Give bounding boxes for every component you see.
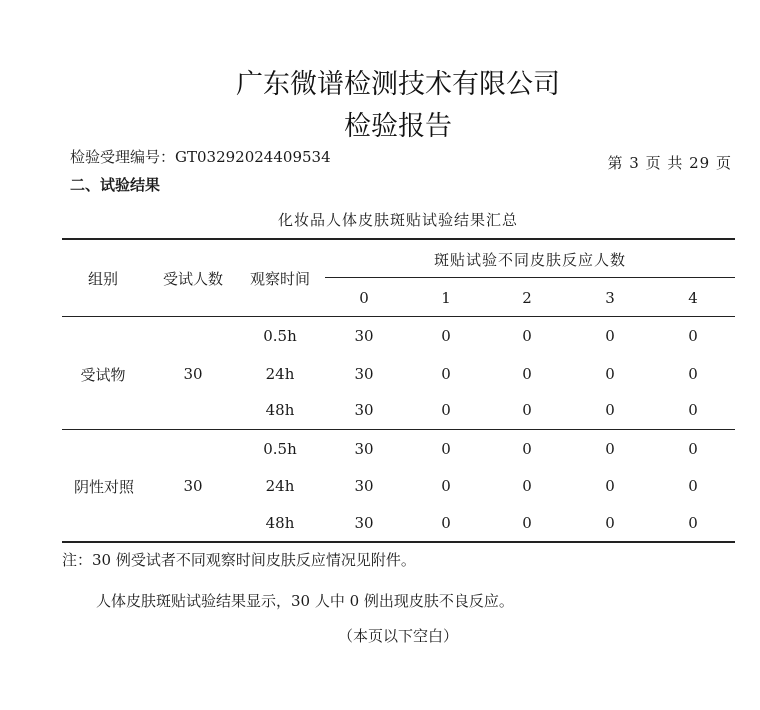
acceptance-number-row [70, 146, 331, 167]
header-bottom-rule [62, 316, 735, 317]
table-cell: 0 [522, 401, 532, 419]
observation-time: 24h [265, 477, 295, 495]
table-cell: 0 [605, 477, 615, 495]
table-cell: 30 [354, 440, 374, 458]
group-name: 阴性对照 [73, 478, 134, 496]
table-cell: 30 [354, 401, 374, 419]
header-reaction: 斑贴试验不同皮肤反应人数 [433, 251, 626, 269]
table-cell: 0 [522, 440, 532, 458]
blank-page-note: （本页以下空白） [337, 627, 458, 645]
table-cell: 30 [354, 477, 374, 495]
header-subjects: 受试人数 [162, 270, 223, 288]
observation-time: 0.5h [263, 440, 297, 458]
header-grade-0: 0 [359, 289, 369, 307]
acceptance-number: GT03292024409534 [175, 148, 331, 166]
header-grade-3: 3 [605, 289, 615, 307]
table-cell: 0 [441, 477, 451, 495]
table-cell: 0 [522, 477, 532, 495]
header-time: 观察时间 [249, 270, 310, 288]
table-caption: 化妆品人体皮肤斑贴试验结果汇总 [277, 211, 518, 229]
subject-count: 30 [183, 365, 203, 383]
report-title: 检验报告 [344, 111, 452, 142]
table-cell: 0 [441, 514, 451, 532]
observation-time: 48h [265, 514, 295, 532]
subject-count: 30 [183, 477, 203, 495]
table-cell: 0 [688, 514, 698, 532]
group-divider-rule [62, 429, 735, 430]
header-grade-2: 2 [522, 289, 532, 307]
table-cell: 0 [605, 514, 615, 532]
header-group: 组别 [87, 270, 118, 288]
table-cell: 0 [522, 514, 532, 532]
observation-time: 0.5h [263, 327, 297, 345]
table-cell: 0 [688, 477, 698, 495]
observation-time: 24h [265, 365, 295, 383]
acceptance-number-label: 检验受理编号： [70, 148, 176, 166]
table-cell: 0 [605, 440, 615, 458]
table-cell: 0 [522, 365, 532, 383]
table-cell: 0 [441, 440, 451, 458]
table-cell: 0 [605, 365, 615, 383]
table-cell: 0 [688, 440, 698, 458]
group-name: 受试物 [80, 366, 126, 384]
table-cell: 0 [688, 401, 698, 419]
table-cell: 0 [441, 401, 451, 419]
table-cell: 30 [354, 514, 374, 532]
header-split-rule [325, 277, 735, 278]
section-title: 二、试验结果 [70, 176, 161, 194]
table-cell: 30 [354, 365, 374, 383]
table-cell: 0 [605, 401, 615, 419]
table-cell: 0 [688, 365, 698, 383]
table-note: 注：30 例受试者不同观察时间皮肤反应情况见附件。 [62, 551, 416, 569]
page-info: 第 3 页 共 29 页 [607, 154, 732, 172]
observation-time: 48h [265, 401, 295, 419]
table-cell: 0 [605, 327, 615, 345]
table-cell: 0 [441, 365, 451, 383]
table-bottom-rule [62, 541, 735, 543]
header-grade-1: 1 [441, 289, 451, 307]
table-cell: 0 [441, 327, 451, 345]
table-cell: 0 [522, 327, 532, 345]
table-cell: 30 [354, 327, 374, 345]
company-name: 广东微谱检测技术有限公司 [236, 69, 560, 100]
table-top-rule [62, 238, 735, 240]
header-grade-4: 4 [688, 289, 698, 307]
conclusion-text: 人体皮肤斑贴试验结果显示，30 人中 0 例出现皮肤不良反应。 [96, 592, 514, 610]
table-cell: 0 [688, 327, 698, 345]
